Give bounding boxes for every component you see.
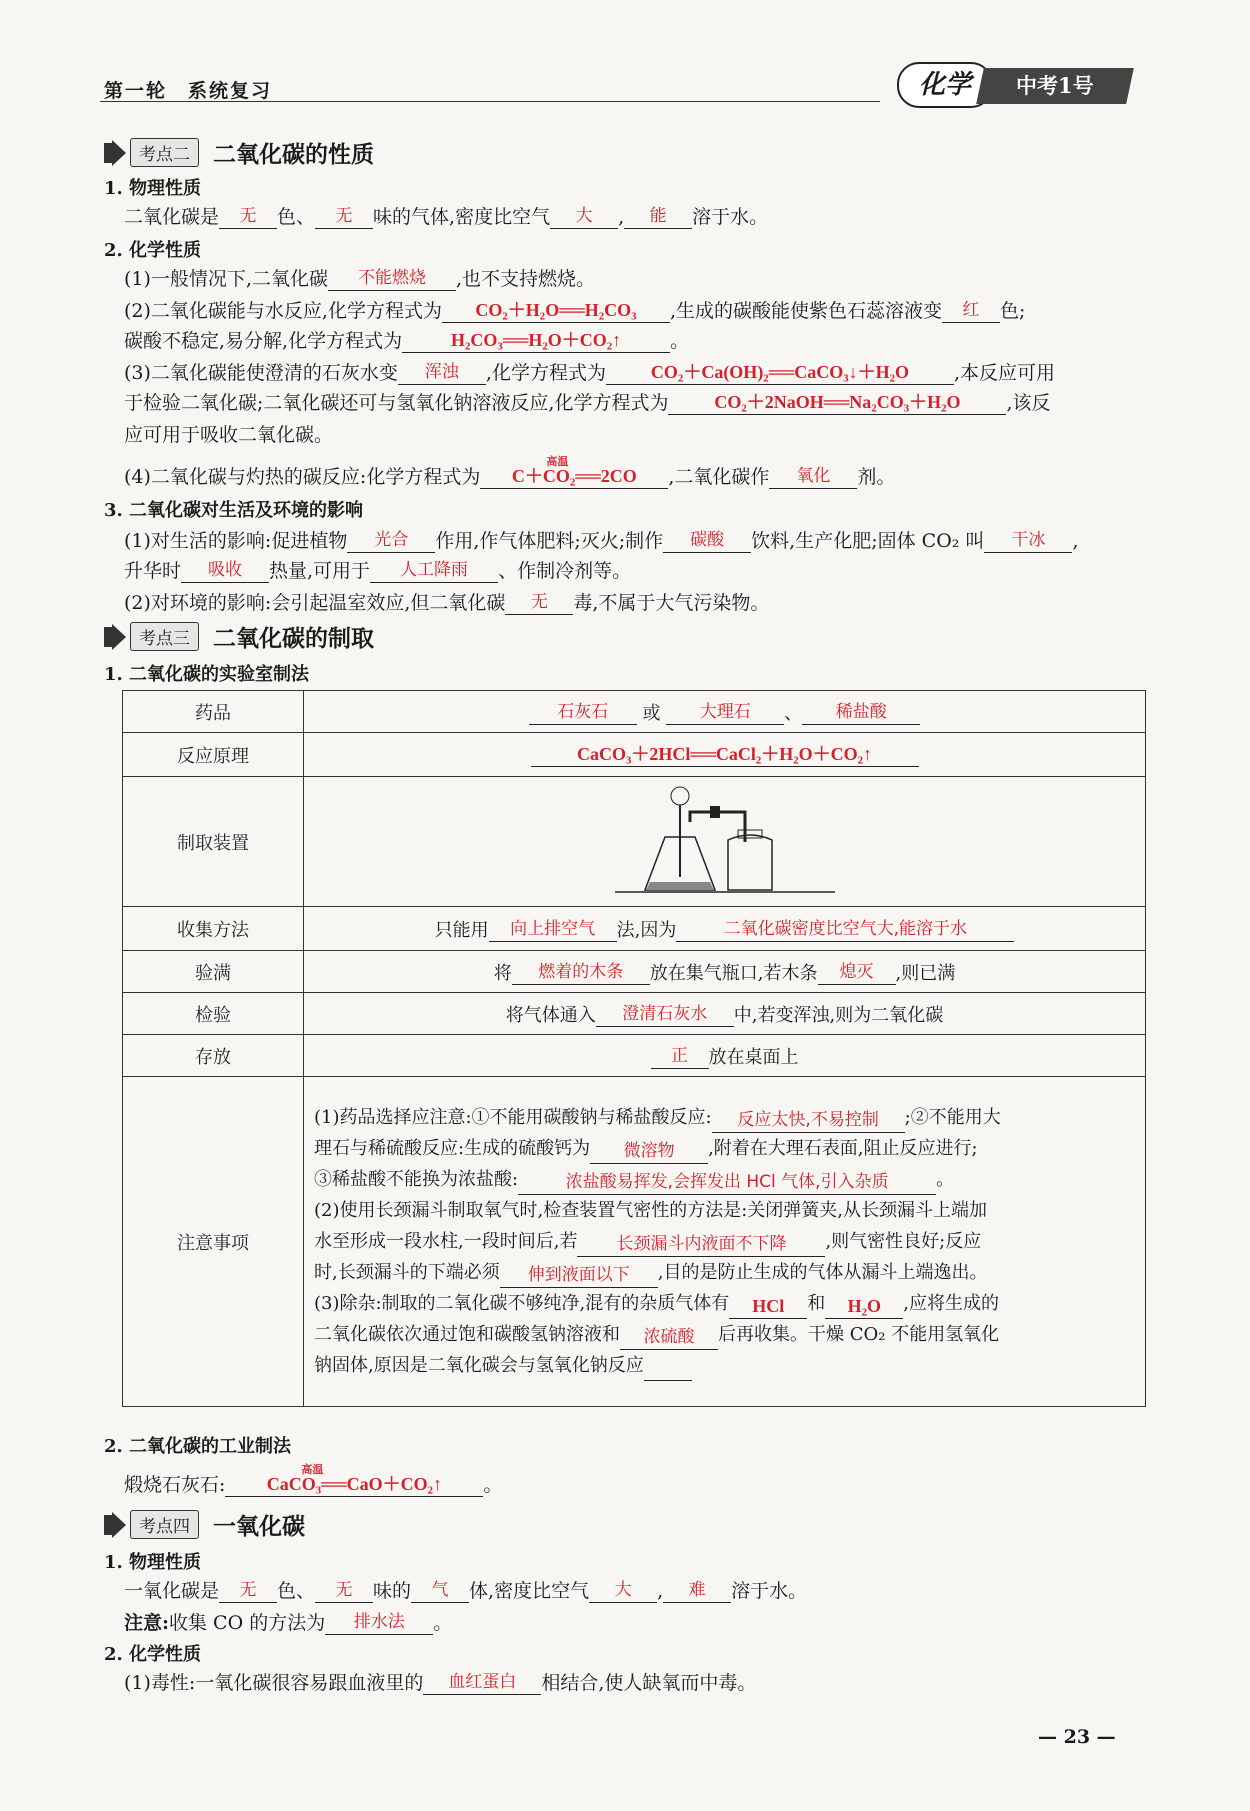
answer-blank: 难: [663, 1578, 731, 1603]
text-line: (3)二氧化碳能使澄清的石灰水变 浑浊 ,化学方程式为 CO₂＋Ca(OH)₂══CaCO₃↓＋H₂O ,本反应可用: [124, 362, 1056, 384]
text-line: (2)二氧化碳能与水反应,化学方程式为 CO₂＋H₂O══H₂CO₃ ,生成的碳酸能使紫色石蕊溶液变 红 色;: [124, 300, 1026, 322]
table-row: [123, 691, 1146, 733]
subheading: 1. 物理性质: [104, 1552, 202, 1573]
row-value: [304, 733, 1146, 777]
text-line: (1)一般情况下,二氧化碳 不能燃烧 ,也不支持燃烧。: [124, 268, 596, 290]
answer-blank: 向上排空气: [489, 917, 617, 942]
row-value: 石灰石 或 大理石 、 稀盐酸: [304, 691, 1146, 733]
table-row: [123, 993, 1146, 1035]
apparatus-diagram: [610, 782, 840, 897]
subheading: 1. 二氧化碳的实验室制法: [104, 664, 310, 685]
subheading: 1. 物理性质: [104, 178, 202, 199]
answer-blank: 血红蛋白: [423, 1670, 541, 1695]
answer-blank: 红: [942, 298, 1000, 323]
header-rule: [100, 101, 880, 102]
answer-blank: 浓盐酸易挥发,会挥发出 HCl 气体,引入杂质: [518, 1170, 936, 1195]
text-line: 一氧化碳是 无 色、 无 味的 气 体,密度比空气 大 , 难 溶于水。: [124, 1580, 808, 1602]
table-row: [123, 1035, 1146, 1077]
answer-blank: 大: [550, 204, 618, 229]
answer-blank: CaCO₃＋2HCl══CaCl₂＋H₂O＋CO₂↑: [531, 742, 919, 767]
subheading: 2. 二氧化碳的工业制法: [104, 1436, 292, 1457]
text-line: 应可用于吸收二氧化碳。: [124, 424, 334, 446]
header-left: 第一轮 系统复习: [104, 80, 273, 102]
answer-blank: 无: [219, 204, 277, 229]
condition-label: 高温: [301, 1464, 324, 1476]
text-line: 二氧化碳是 无 色、 无 味的气体,密度比空气 大 , 能 溶于水。: [124, 206, 769, 228]
row-label: 药品: [123, 691, 304, 733]
answer-blank: 石灰石: [529, 700, 637, 725]
answer-blank: 稀盐酸: [802, 700, 920, 725]
answer-blank: 不能燃烧: [328, 266, 456, 291]
answer-blank: 反应太快,不易控制: [712, 1108, 905, 1133]
answer-blank: 气: [411, 1578, 469, 1603]
answer-blank: 二氧化碳密度比空气大,能溶于水: [676, 917, 1014, 942]
table-row: [123, 907, 1146, 951]
answer-blank: 排水法: [325, 1610, 433, 1635]
row-label: 制取装置: [123, 777, 304, 907]
text-line: 注意:收集 CO 的方法为 排水法 。: [124, 1612, 453, 1634]
answer-blank: H₂CO₃══H₂O＋CO₂↑: [402, 328, 670, 353]
answer-blank: CO₂＋2NaOH══Na₂CO₃＋H₂O: [668, 390, 1006, 415]
answer-blank: 氧化: [769, 464, 857, 489]
answer-blank: 长颈漏斗内液面不下降: [577, 1232, 825, 1257]
brand-label: 中考1号: [1016, 73, 1094, 98]
text-line: 煅烧石灰石: 高温 CaCO₃══CaO＋CO₂↑ 。: [124, 1470, 502, 1497]
answer-blank: 能: [624, 204, 692, 229]
section-arrow-icon: [104, 624, 126, 650]
row-label: 存放: [123, 1035, 304, 1077]
answer-blank: 无: [315, 1578, 373, 1603]
answer-blank: HCl: [729, 1294, 807, 1319]
answer-blank: 高温 CaCO₃══CaO＋CO₂↑: [225, 1472, 483, 1497]
section-tag: 考点三: [130, 622, 199, 651]
row-value: 将气体通入 澄清石灰水 中,若变浑浊,则为二氧化碳: [304, 993, 1146, 1035]
row-label: 注意事项: [123, 1077, 304, 1407]
page-number: — 23 —: [1038, 1726, 1116, 1748]
answer-blank: H₂O: [825, 1294, 903, 1319]
answer-blank: 浓硫酸: [620, 1325, 718, 1350]
row-label: 反应原理: [123, 733, 304, 777]
answer-blank: 熄灭: [818, 960, 896, 985]
answer-blank: 澄清石灰水: [596, 1002, 734, 1027]
text-line: (1)毒性:一氧化碳很容易跟血液里的 血红蛋白 相结合,使人缺氧而中毒。: [124, 1672, 757, 1694]
section-title: 一氧化碳: [213, 1513, 305, 1540]
section-arrow-icon: [104, 1512, 126, 1538]
answer-blank: 光合: [347, 528, 435, 553]
answer-blank: 吸收: [181, 558, 269, 583]
table-row: [123, 733, 1146, 777]
answer-blank: [644, 1380, 692, 1381]
answer-blank: CO₂＋H₂O══H₂CO₃: [442, 298, 670, 323]
row-value: 正 放在桌面上: [304, 1035, 1146, 1077]
answer-blank: 干冰: [984, 528, 1072, 553]
answer-blank: 碳酸: [663, 528, 751, 553]
answer-blank: 正: [651, 1044, 709, 1069]
text-line: 升华时 吸收 热量,可用于 人工降雨 、作制冷剂等。: [124, 560, 632, 582]
answer-blank: 无: [505, 590, 573, 615]
subject-badge: 化学: [897, 62, 993, 108]
answer-blank: 无: [219, 1578, 277, 1603]
text-line: (2)对环境的影响:会引起温室效应,但二氧化碳 无 毒,不属于大气污染物。: [124, 592, 770, 614]
text-line: (4)二氧化碳与灼热的碳反应:化学方程式为 高温 C＋CO₂══2CO ,二氧化碳作 氧化 剂。: [124, 462, 895, 489]
row-label: 收集方法: [123, 907, 304, 951]
apparatus-cell: [304, 777, 1146, 907]
answer-blank: 人工降雨: [370, 558, 498, 583]
answer-blank: 伸到液面以下: [500, 1263, 658, 1288]
text-line: 碳酸不稳定,易分解,化学方程式为 H₂CO₃══H₂O＋CO₂↑ 。: [124, 330, 690, 352]
section-tag: 考点四: [130, 1510, 199, 1539]
table-row: [123, 1077, 1146, 1407]
subheading: 2. 化学性质: [104, 240, 202, 261]
table-row: [123, 777, 1146, 907]
text-line: 于检验二氧化碳;二氧化碳还可与氢氧化钠溶液反应,化学方程式为 CO₂＋2NaOH══Na₂CO₃＋H₂O ,该反: [124, 392, 1051, 414]
row-label: 验满: [123, 951, 304, 993]
condition-label: 高温: [546, 456, 569, 468]
subheading: 3. 二氧化碳对生活及环境的影响: [104, 500, 364, 521]
lab-method-table: [122, 690, 1146, 1407]
section-title: 二氧化碳的制取: [213, 625, 374, 652]
answer-blank: 大: [589, 1578, 657, 1603]
answer-blank: 无: [315, 204, 373, 229]
section-heading-3: [104, 620, 374, 653]
row-value: 将 燃着的木条 放在集气瓶口,若木条 熄灭 ,则已满: [304, 951, 1146, 993]
section-heading-2: [104, 136, 374, 169]
brand-badge: [976, 68, 1134, 104]
answer-blank: CO₂＋Ca(OH)₂══CaCO₃↓＋H₂O: [606, 360, 954, 385]
answer-blank: 浑浊: [398, 360, 486, 385]
answer-blank: 高温 C＋CO₂══2CO: [480, 464, 668, 489]
notes-cell: (1)药品选择应注意:①不能用碳酸钠与稀盐酸反应: 反应太快,不易控制 ;②不能用大 理石与稀硫酸反应:生成的硫酸钙为 微溶物 ,附着在大理石表面,阻止反应进行; ③稀盐酸不能换为浓盐酸: 浓盐酸易挥发,会挥发出 HCl 气体,引入杂质 。 (2)使用长颈漏斗制取氧气时,检查装置气密性的方法是:关闭弹簧夹,从长颈漏斗上端加 水至形成一段水柱,一段时间后,若 长颈漏斗内液面不下降 ,则气密性良好;反应 时,长颈漏斗的下端必须 伸到液面以下 ,目的是防止生成的气体从漏斗上端逸出。 (3)除杂:制取的二氧化碳不够纯净,混有的杂质气体有 HCl 和 H₂O ,应将生成的 二氧化碳依次通过饱和碳酸氢钠溶液和 浓硫酸 后再收集。干燥 CO₂ 不能用氢氧化 钠固体,原因是二氧化碳会与氢氧化钠反应: [304, 1077, 1146, 1407]
answer-blank: 微溶物: [590, 1139, 708, 1164]
section-tag: 考点二: [130, 138, 199, 167]
section-title: 二氧化碳的性质: [213, 141, 374, 168]
subheading: 2. 化学性质: [104, 1644, 202, 1665]
answer-blank: 燃着的木条: [512, 960, 650, 985]
section-heading-4: [104, 1508, 305, 1541]
table-row: [123, 951, 1146, 993]
answer-blank: 大理石: [666, 700, 784, 725]
section-arrow-icon: [104, 140, 126, 166]
text-line: (1)对生活的影响:促进植物 光合 作用,作气体肥料;灭火;制作 碳酸 饮料,生产化肥;固体 CO₂ 叫 干冰 ,: [124, 530, 1079, 552]
row-value: 只能用 向上排空气 法,因为 二氧化碳密度比空气大,能溶于水: [304, 907, 1146, 951]
row-label: 检验: [123, 993, 304, 1035]
